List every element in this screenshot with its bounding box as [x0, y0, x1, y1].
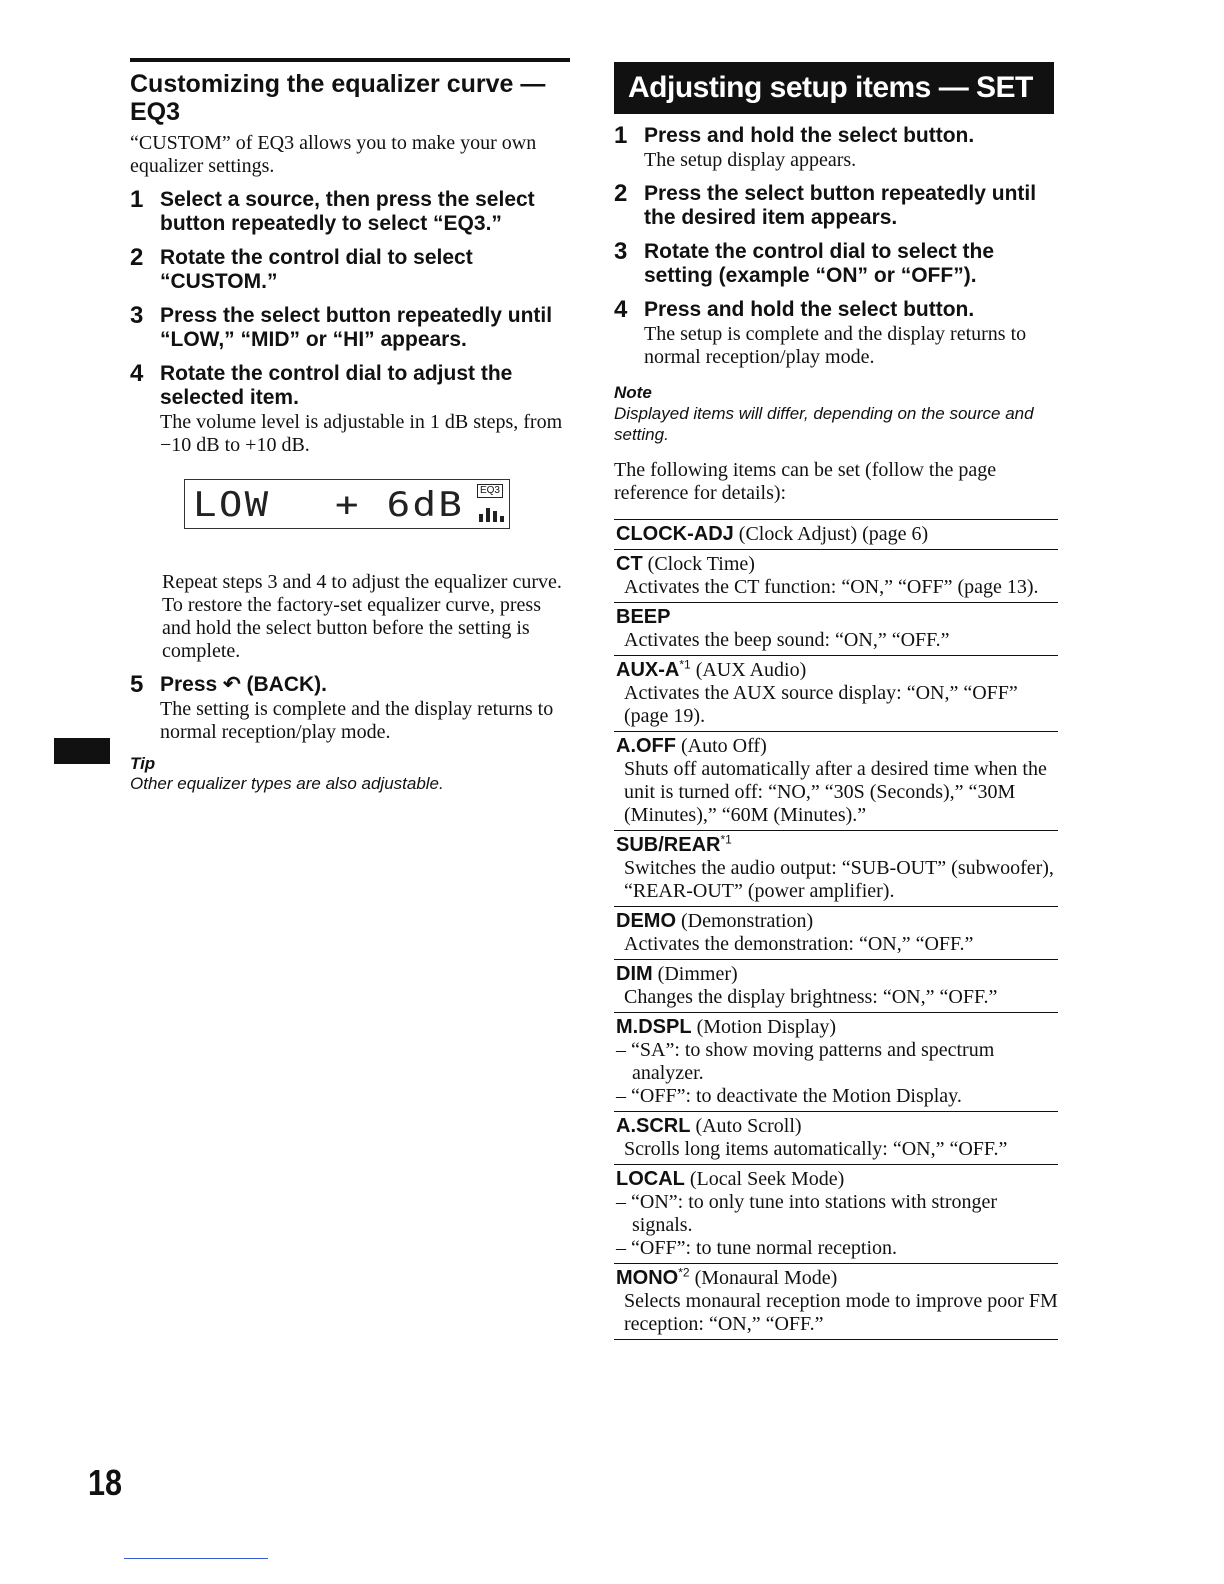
setup-item-head	[616, 833, 1058, 857]
setup-item-name: A.OFF	[616, 735, 676, 757]
step-title: Select a source, then press the select button repeatedly to select “EQ3.”	[160, 188, 535, 235]
step-number: 5	[130, 671, 144, 698]
step-content	[644, 182, 1058, 230]
setup-item-head	[616, 1015, 1058, 1039]
setup-item	[614, 1013, 1058, 1112]
setup-item-desc: Activates the demonstration: “ON,” “OFF.”	[624, 933, 974, 955]
step-content	[644, 298, 1058, 369]
right-column	[614, 62, 1058, 1340]
setup-item-head	[616, 605, 1058, 629]
setup-item-name: BEEP	[616, 606, 671, 628]
setup-item-name: CLOCK-ADJ	[616, 523, 734, 545]
step-desc: The setting is complete and the display returns to normal reception/play mode.	[160, 698, 554, 743]
setup-item-desc: – “ON”: to only tune into stations with stronger signals.	[616, 1191, 998, 1236]
step-title	[160, 673, 570, 697]
step-title: Press and hold the select button.	[644, 298, 975, 321]
step-title: Press the select button repeatedly until the desired item appears.	[644, 182, 1037, 229]
setup-item-name: CT	[616, 553, 643, 575]
step-content	[160, 246, 570, 294]
step5-suffix: (BACK).	[246, 673, 327, 696]
step-content	[160, 188, 570, 236]
step5-prefix: Press	[160, 673, 218, 696]
step-number: 2	[614, 180, 628, 207]
setup-item-desc: Scrolls long items automatically: “ON,” “OFF.”	[624, 1138, 1008, 1160]
lcd-left-text: LOW	[193, 485, 271, 525]
back-icon: ↶	[223, 673, 241, 696]
eq3-intro: “CUSTOM” of EQ3 allows you to make your own equalizer settings.	[130, 132, 537, 177]
setup-item-name: LOCAL	[616, 1168, 685, 1190]
section-tab-marker	[54, 738, 110, 764]
step-desc: The setup is complete and the display returns to normal reception/play mode.	[644, 323, 1027, 368]
setup-item-head	[616, 1114, 1058, 1138]
step-title: Rotate the control dial to adjust the selected item.	[160, 362, 513, 409]
step-number: 1	[130, 186, 144, 213]
repeat-text: Repeat steps 3 and 4 to adjust the equalizer curve.	[162, 571, 562, 593]
step-title: Rotate the control dial to select “CUSTOM.”	[160, 246, 473, 293]
setup-item-head	[616, 962, 1058, 986]
setup-item-head	[616, 1266, 1058, 1290]
setup-item-head	[616, 1167, 1058, 1191]
setup-item-paren: (Auto Off)	[681, 735, 767, 757]
setup-item-paren: (Clock Time)	[647, 553, 755, 575]
step-5	[130, 673, 570, 744]
step-2	[130, 246, 570, 294]
setup-item	[614, 1165, 1058, 1264]
eq3-steps	[130, 188, 570, 457]
tip-label: Tip	[130, 754, 156, 773]
step-content	[644, 240, 1058, 288]
step-desc: The volume level is adjustable in 1 dB steps, from −10 dB to +10 dB.	[160, 411, 563, 456]
setup-item-paren: (Auto Scroll)	[695, 1115, 802, 1137]
lcd-eq-label: EQ3	[477, 484, 503, 498]
setup-item	[614, 656, 1058, 732]
setup-item	[614, 1112, 1058, 1165]
step-title: Rotate the control dial to select the setting (example “ON” or “OFF”).	[644, 240, 995, 287]
setup-item-head	[616, 909, 1058, 933]
restore-text: To restore the factory-set equalizer curve, press and hold the select button before the setting is complete.	[162, 594, 541, 662]
step-content	[160, 304, 570, 352]
setup-item-head	[616, 522, 1058, 546]
step-number: 1	[614, 122, 628, 149]
setup-item-desc: Shuts off automatically after a desired time when the unit is turned off: “NO,” “30S (Seconds),” “30M (Minutes),” “60M (Minutes).”	[624, 758, 1047, 826]
setup-item-desc: Changes the display brightness: “ON,” “OFF.”	[624, 986, 998, 1008]
step-number: 3	[130, 302, 144, 329]
setup-item-head	[616, 658, 1058, 682]
setup-item-desc: Switches the audio output: “SUB-OUT” (subwoofer), “REAR-OUT” (power amplifier).	[624, 857, 1054, 902]
setup-item-name: DEMO	[616, 910, 676, 932]
setup-item-name: DIM	[616, 963, 653, 985]
setup-item-desc: – “OFF”: to tune normal reception.	[616, 1237, 898, 1259]
setup-item-footnote: *2	[678, 1265, 690, 1280]
setup-item-desc: – “SA”: to show moving patterns and spectrum analyzer.	[616, 1039, 995, 1084]
note-text: Displayed items will differ, depending on the source and setting.	[614, 404, 1034, 444]
setup-item-paren: (AUX Audio)	[695, 659, 807, 681]
step-content	[644, 124, 1058, 172]
step-title: Press the select button repeatedly until “LOW,” “MID” or “HI” appears.	[160, 304, 553, 351]
step-2	[614, 182, 1058, 230]
equalizer-bars-icon	[475, 502, 505, 524]
lcd-right-text: + 6dB	[335, 485, 465, 525]
setup-item	[614, 1264, 1058, 1340]
setup-item-desc: – “OFF”: to deactivate the Motion Display.	[616, 1085, 962, 1107]
setup-item	[614, 520, 1058, 550]
step-number: 3	[614, 238, 628, 265]
setup-item-paren: (Motion Display)	[696, 1016, 836, 1038]
step-3	[130, 304, 570, 352]
step-number: 2	[130, 244, 144, 271]
step-4	[130, 362, 570, 457]
step-number: 4	[614, 296, 628, 323]
setup-item-name: SUB/REAR	[616, 834, 721, 856]
setup-item-desc: Activates the beep sound: “ON,” “OFF.”	[624, 629, 950, 651]
setup-item-head	[616, 552, 1058, 576]
step-4	[614, 298, 1058, 369]
lcd-display	[184, 479, 510, 529]
step-desc: The setup display appears.	[644, 149, 857, 171]
setup-item	[614, 603, 1058, 656]
setup-item-desc: Activates the AUX source display: “ON,” “OFF” (page 19).	[624, 682, 1018, 727]
setup-item	[614, 960, 1058, 1013]
setup-item	[614, 907, 1058, 960]
note-label: Note	[614, 383, 652, 402]
step-number: 4	[130, 360, 144, 387]
setup-item-name: A.SCRL	[616, 1115, 691, 1137]
setup-item-footnote: *1	[720, 832, 732, 847]
section-banner-set: Adjusting setup items — SET	[614, 62, 1054, 114]
display-figure	[130, 457, 570, 567]
setup-items-list	[614, 519, 1058, 1340]
top-rule	[130, 58, 570, 62]
step-3	[614, 240, 1058, 288]
left-column	[130, 58, 570, 794]
setup-item-name: M.DSPL	[616, 1016, 692, 1038]
section-title-eq3: Customizing the equalizer curve — EQ3	[130, 70, 546, 126]
step-title: Press and hold the select button.	[644, 124, 975, 147]
step-1	[130, 188, 570, 236]
setup-item-paren: (Clock Adjust) (page 6)	[738, 523, 929, 545]
setup-item-name: AUX-A	[616, 659, 680, 681]
page-number: 18	[88, 1462, 123, 1503]
setup-item-paren: (Local Seek Mode)	[689, 1168, 845, 1190]
setup-item-footnote: *1	[679, 657, 691, 672]
setup-item	[614, 831, 1058, 907]
setup-item-name: MONO	[616, 1267, 679, 1289]
tip-text: Other equalizer types are also adjustable.	[130, 774, 444, 793]
setup-item-desc: Activates the CT function: “ON,” “OFF” (page 13).	[624, 576, 1039, 598]
step-content	[160, 362, 570, 457]
setup-item-paren: (Demonstration)	[681, 910, 814, 932]
setup-item-paren: (Dimmer)	[657, 963, 738, 985]
set-steps	[614, 124, 1058, 369]
setup-item	[614, 550, 1058, 603]
bottom-line	[124, 1558, 268, 1559]
setup-item-desc: Selects monaural reception mode to improve poor FM reception: “ON,” “OFF.”	[624, 1290, 1058, 1335]
setup-item-paren: (Monaural Mode)	[694, 1267, 838, 1289]
step-1	[614, 124, 1058, 172]
items-intro: The following items can be set (follow the page reference for details):	[614, 459, 997, 504]
setup-item	[614, 732, 1058, 831]
setup-item-head	[616, 734, 1058, 758]
